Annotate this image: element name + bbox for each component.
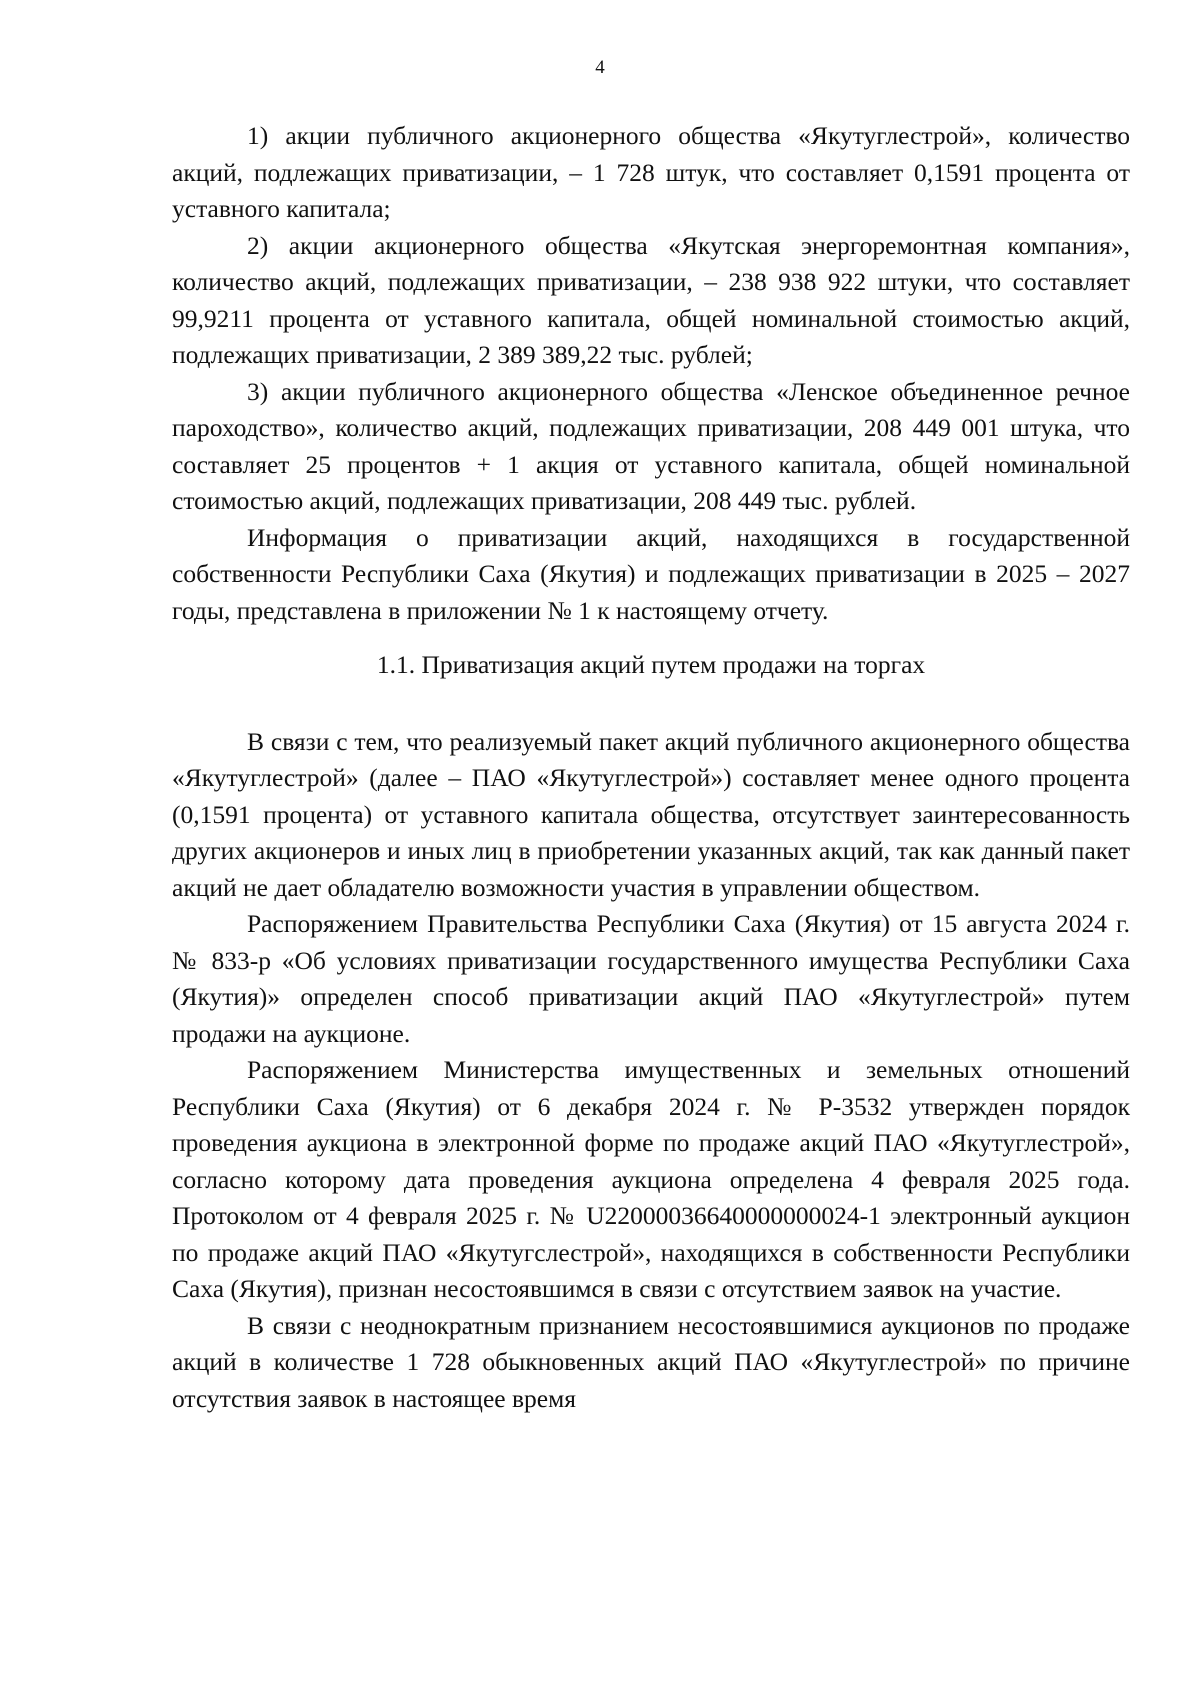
paragraph-ministry-order: Распоряжением Министерства имущественных и земельных отношений Республики Саха (Якутия) от 6 декабря 2024 г. № Р-3532 утвержден порядок проведения аукциона в электронной форме по продаже акций ПАО «Якутуглестрой», согласно которому дата проведения аукциона определена 4 февраля 2025 года. Протоколом от 4 февраля 2025 г. № U22000036640000000024-1 электронный аукцион по продаже акций ПАО «Якутугслестрой», находящихся в собственности Республики Саха (Якутия), признан несостоявшимся в связи с отсутствием заявок на участие.: [172, 1055, 1130, 1303]
list-item-2: 2) акции акционерного общества «Якутская энергоремонтная компания», количество акций, подлежащих приватизации, – 238 938 922 штуки, что составляет 99,9211 процента от уставного капитала, общей номинальной стоимостью акций, подлежащих приватизации, 2 389 389,22 тыс. рублей;: [172, 230, 1130, 369]
section-heading: 1.1. Приватизация акций путем продажи на торгах: [376, 650, 926, 679]
info-paragraph: Информация о приватизации акций, находящихся в государственной собственности Республики Саха (Якутия) и подлежащих приватизации в 2025 – 2027 годы, представлена в приложении № 1 к настоящему отчету.: [172, 522, 1130, 625]
list-item-1: 1) акции публичного акционерного общества «Якутуглестрой», количество акций, подлежащих приватизации, – 1 728 штук, что составляет 0,1591 процента от уставного капитала;: [172, 121, 1130, 223]
paragraph-reason: В связи с тем, что реализуемый пакет акций публичного акционерного общества «Якутуглестрой» (далее – ПАО «Якутуглестрой») составляет менее одного процента (0,1591 процента) от уставного капитала общества, отсутствует заинтересованность других акционеров и иных лиц в приобретении указанных акций, так как данный пакет акций не дает обладателю возможности участия в управлении обществом.: [172, 726, 1130, 902]
paragraph-repeated-failure: В связи с неоднократным признанием несостоявшимися аукционов по продаже акций в количестве 1 728 обыкновенных акций ПАО «Якутуглестрой» по причине отсутствия заявок в настоящее время: [172, 1310, 1130, 1413]
document-body: [172, 118, 1130, 1417]
list-item-3: 3) акции публичного акционерного общества «Ленское объединенное речное пароходство», количество акций, подлежащих приватизации, 208 449 001 штука, что составляет 25 процентов + 1 акция от уставного капитала, общей номинальной стоимостью акций, подлежащих приватизации, 208 449 тыс. рублей.: [172, 376, 1130, 515]
page-number: 4: [595, 57, 605, 78]
paragraph-government-order: Распоряжением Правительства Республики Саха (Якутия) от 15 августа 2024 г. № 833-р «Об условиях приватизации государственного имущества Республики Саха (Якутия)» определен способ приватизации акций ПАО «Якутуглестрой» путем продажи на аукционе.: [172, 909, 1130, 1048]
